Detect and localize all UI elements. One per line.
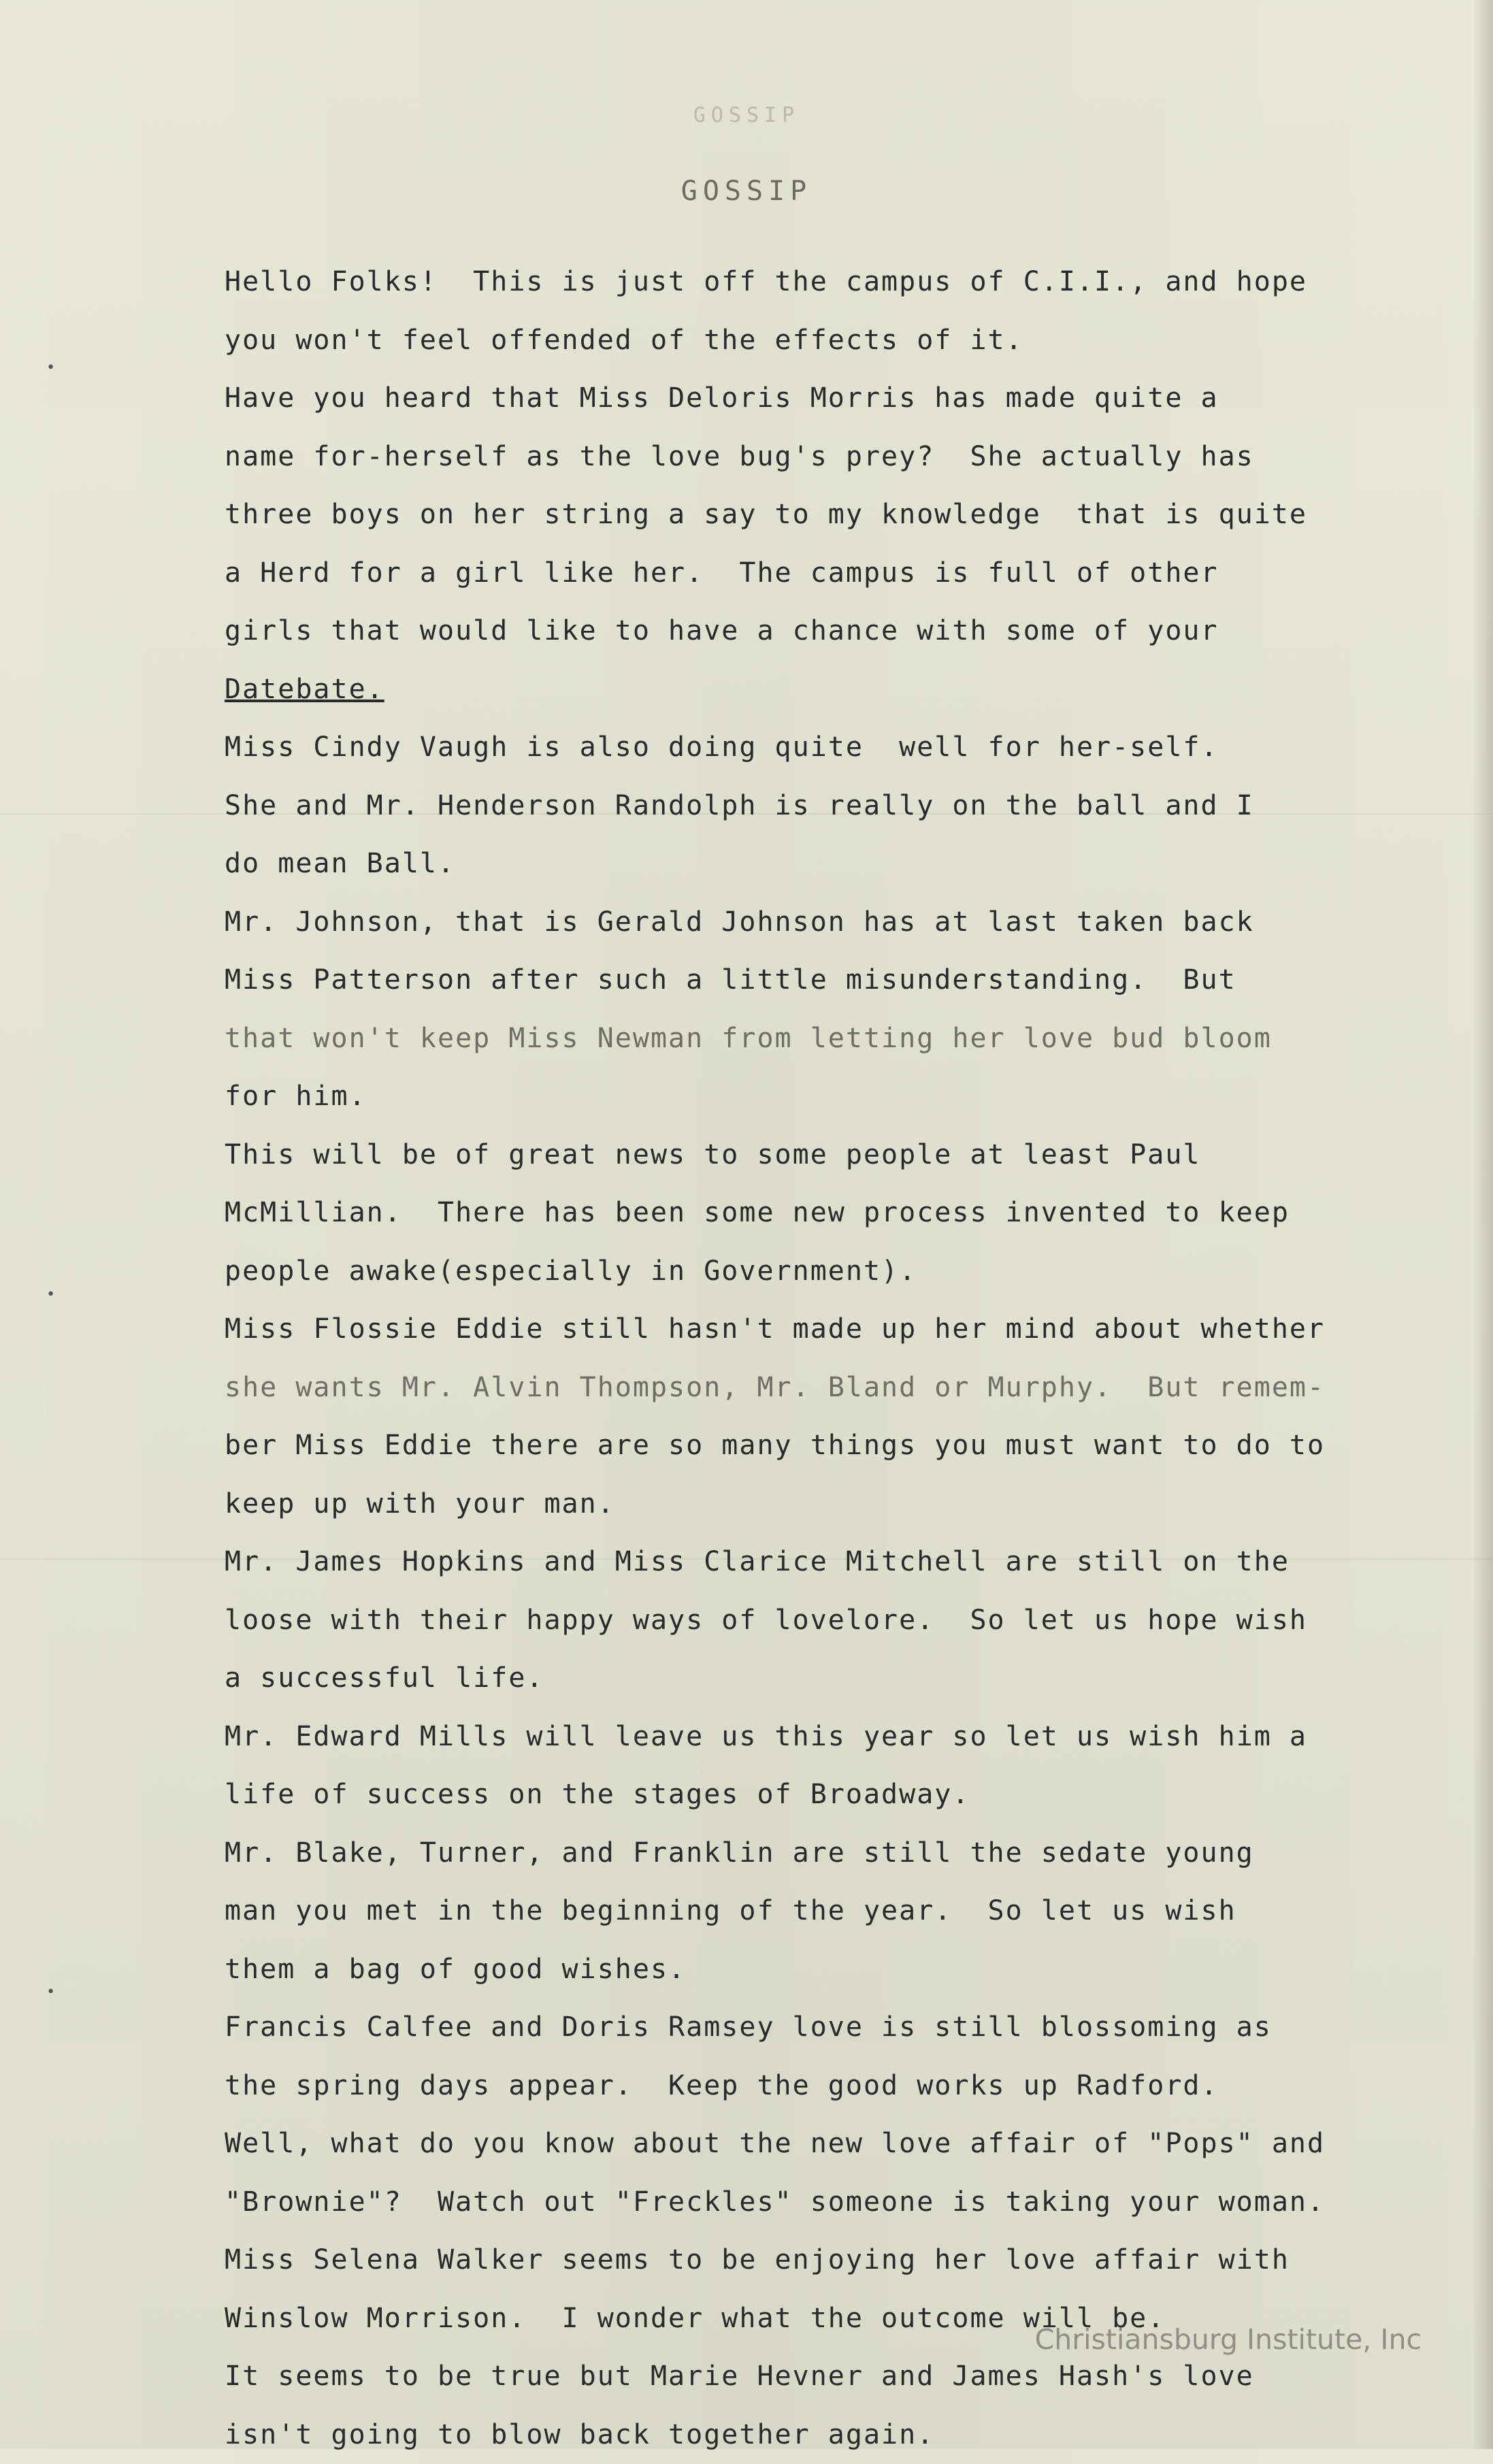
text-line: Miss Cindy Vaugh is also doing quite well for her-self.	[225, 719, 1341, 777]
text-line: McMillian. There has been some new process invented to keep	[225, 1184, 1341, 1243]
text-line: Miss Flossie Eddie still hasn't made up her mind about whether	[225, 1300, 1341, 1359]
text-line: that won't keep Miss Newman from letting her love bud bloom	[225, 1010, 1341, 1068]
text-line: Hello Folks! This is just off the campus of C.I.I., and hope	[225, 253, 1341, 312]
text-line: She and Mr. Henderson Randolph is really on the ball and I	[225, 777, 1341, 836]
text-line: Mr. Edward Mills will leave us this year so let us wish him a	[225, 1708, 1341, 1767]
text-line: Miss Patterson after such a little misunderstanding. But	[225, 951, 1341, 1010]
text-line: "Brownie"? Watch out "Freckles" someone is taking your woman.	[225, 2173, 1341, 2232]
text-line: three boys on her string a say to my knowledge that is quite	[225, 486, 1341, 544]
text-line: This will be of great news to some people at least Paul	[225, 1126, 1341, 1185]
gossip-body	[225, 253, 1341, 2464]
text-line: isn't going to blow back together again.	[225, 2406, 1341, 2464]
text-line: girls that would like to have a chance with some of your	[225, 602, 1341, 661]
text-line: Well, what do you know about the new love affair of "Pops" and	[225, 2115, 1341, 2173]
text-line: she wants Mr. Alvin Thompson, Mr. Bland or Murphy. But remem-	[225, 1359, 1341, 1417]
text-line: Mr. Johnson, that is Gerald Johnson has at last taken back	[225, 893, 1341, 952]
faint-heading: GOSSIP	[0, 103, 1493, 127]
text-line: It seems to be true but Marie Hevner and James Hash's love	[225, 2348, 1341, 2406]
text-line: people awake(especially in Government).	[225, 1243, 1341, 1301]
text-line: them a bag of good wishes.	[225, 1941, 1341, 1999]
text-line: a Herd for a girl like her. The campus is full of other	[225, 544, 1341, 603]
text-line: life of success on the stages of Broadway.	[225, 1766, 1341, 1824]
margin-mark: •	[46, 359, 55, 376]
paper-edge-shadow	[1473, 0, 1493, 2449]
page-title: GOSSIP	[0, 176, 1493, 207]
text-line: loose with their happy ways of lovelore. So let us hope wish	[225, 1592, 1341, 1650]
text-line: Mr. Blake, Turner, and Franklin are still the sedate young	[225, 1824, 1341, 1883]
margin-mark: •	[46, 1984, 55, 2001]
text-line: keep up with your man.	[225, 1475, 1341, 1534]
text-line: name for-herself as the love bug's prey? She actually has	[225, 428, 1341, 487]
text-line: for him.	[225, 1068, 1341, 1126]
text-line: Mr. James Hopkins and Miss Clarice Mitchell are still on the	[225, 1533, 1341, 1592]
text-line: a successful life.	[225, 1649, 1341, 1708]
text-line: ber Miss Eddie there are so many things you must want to do to	[225, 1417, 1341, 1475]
text-line: you won't feel offended of the effects of it.	[225, 312, 1341, 370]
text-line: Miss Selena Walker seems to be enjoying her love affair with	[225, 2231, 1341, 2290]
archive-watermark: Christiansburg Institute, Inc	[1035, 2323, 1422, 2356]
text-line: man you met in the beginning of the year. So let us wish	[225, 1882, 1341, 1941]
text-line: Francis Calfee and Doris Ramsey love is still blossoming as	[225, 1999, 1341, 2057]
text-line: Winslow Morrison. I wonder what the outcome will be.	[225, 2290, 1341, 2348]
text-line: the spring days appear. Keep the good works up Radford.	[225, 2057, 1341, 2116]
text-line: do mean Ball.	[225, 835, 1341, 893]
text-line: Datebate.	[225, 661, 1341, 719]
margin-mark: •	[46, 1286, 55, 1303]
text-line: Have you heard that Miss Deloris Morris has made quite a	[225, 369, 1341, 428]
